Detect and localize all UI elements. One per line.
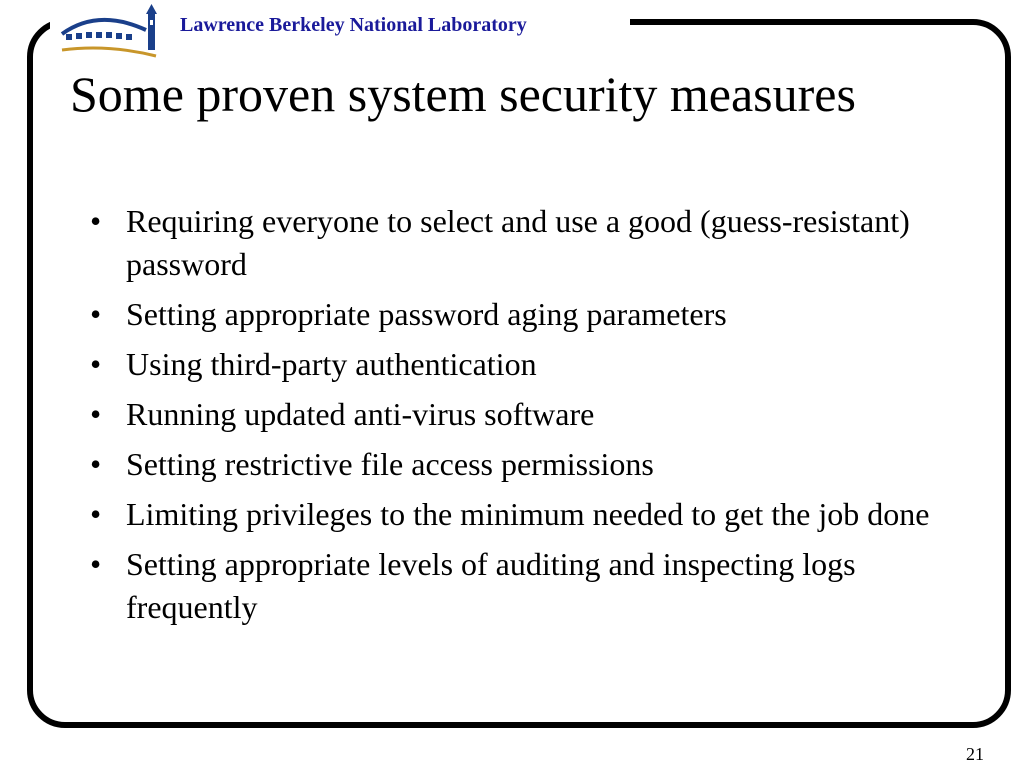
organization-name: Lawrence Berkeley National Laboratory — [180, 14, 527, 36]
bullet-item — [90, 493, 970, 536]
bullet-item — [90, 443, 970, 486]
page-number: 21 — [966, 744, 984, 764]
bullet-item — [90, 200, 970, 286]
slide-title: Some proven system security measures — [70, 66, 856, 122]
bullet-item — [90, 393, 970, 436]
bullet-icon: • — [90, 396, 102, 432]
bullet-text: Limiting privileges to the minimum needed to get the job done — [126, 496, 930, 532]
bullet-icon: • — [90, 546, 102, 582]
bullet-item — [90, 343, 970, 386]
bullet-icon: • — [90, 446, 102, 482]
bullet-text: Running updated anti-virus software — [126, 396, 595, 432]
bullet-text: Setting appropriate password aging parameters — [126, 296, 727, 332]
bullet-text: Requiring everyone to select and use a good (guess-resistant) password — [126, 203, 910, 282]
bullet-icon: • — [90, 296, 102, 332]
bullet-icon: • — [90, 496, 102, 532]
bullet-item — [90, 543, 970, 629]
bullet-icon: • — [90, 346, 102, 382]
bullet-icon: • — [90, 203, 102, 239]
lbnl-logo — [58, 4, 170, 64]
bullet-item — [90, 293, 970, 336]
bullet-text: Using third-party authentication — [126, 346, 537, 382]
bullet-text: Setting restrictive file access permissions — [126, 446, 654, 482]
bullet-list — [90, 200, 970, 636]
bullet-text: Setting appropriate levels of auditing and inspecting logs frequently — [126, 546, 856, 625]
